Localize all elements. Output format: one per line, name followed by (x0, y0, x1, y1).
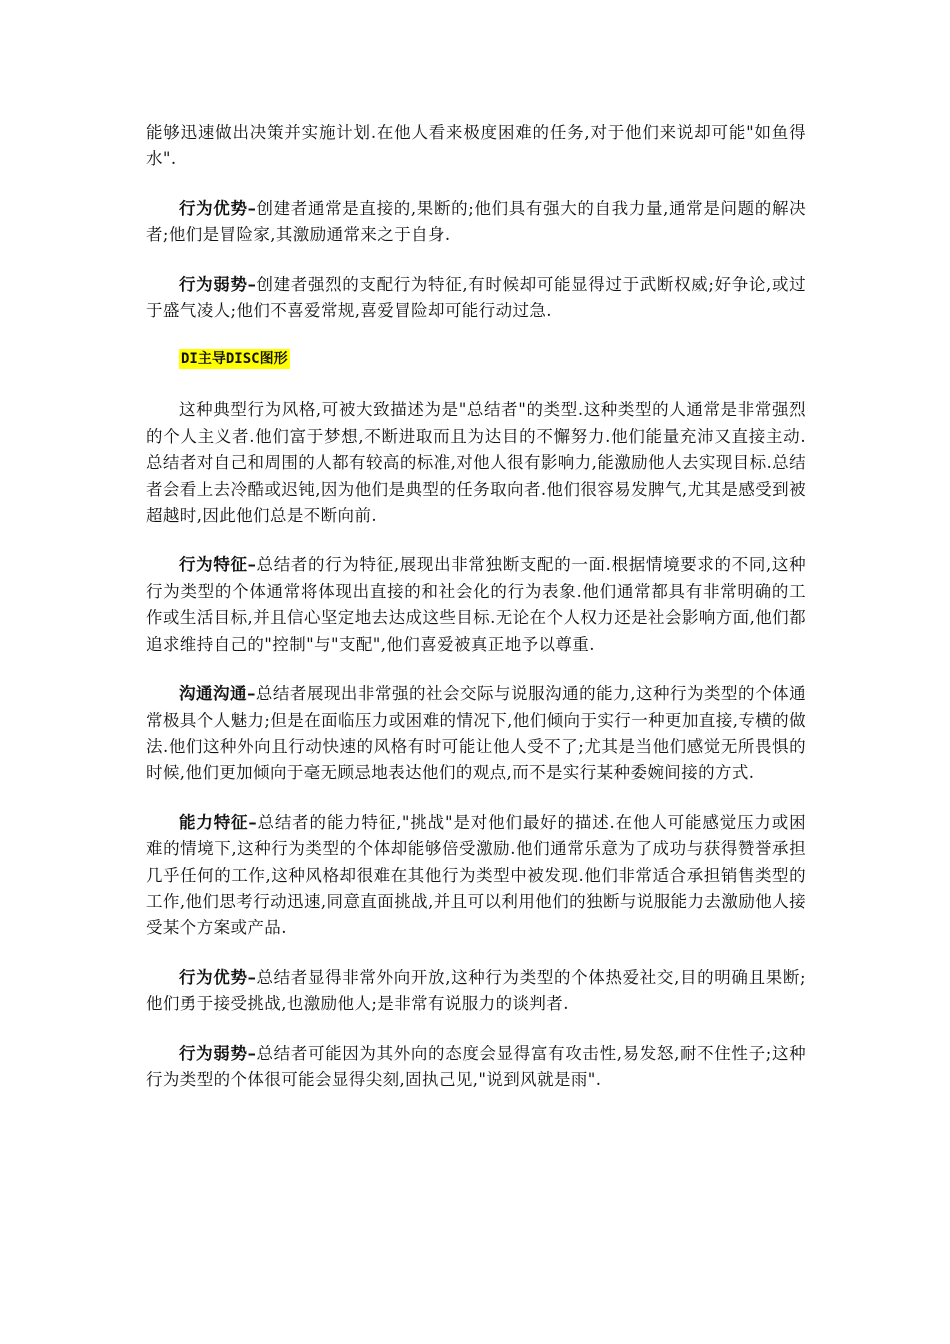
summarizer-strengths-text: 总结者显得非常外向开放,这种行为类型的个体热爱社交,目的明确且果断;他们勇于接受挑战,也激励他人;是非常有说服力的谈判者. (146, 967, 806, 1014)
creator-weaknesses-term: 行为弱势– (179, 274, 257, 294)
summarizer-communication-term: 沟通沟通– (179, 684, 256, 704)
summarizer-communication-text: 总结者展现出非常强的社会交际与说服沟通的能力,这种行为类型的个体通常极具个人魅力;但是在面临压力或困难的情况下,他们倾向于实行一种更加直接,专横的做法.他们这种外向且行动快速的风格有时可能让他人受不了;尤其是当他们感觉无所畏惧的时候,他们更加倾向于毫无顾忌地表达他们的观点,而不是实行某种委婉间接的方式. (146, 684, 806, 783)
summarizer-weaknesses-term: 行为弱势– (179, 1043, 257, 1063)
creator-strengths-paragraph (146, 196, 806, 249)
summarizer-weaknesses-text: 总结者可能因为其外向的态度会显得富有攻击性,易发怒,耐不住性子;这种行为类型的个体很可能会显得尖刻,固执己见,"说到风就是雨". (146, 1043, 806, 1089)
intro-paragraph (146, 120, 806, 173)
summarizer-abilities-term: 能力特征– (179, 812, 258, 832)
section-heading: DI主导DISC图形 (181, 351, 288, 368)
summarizer-traits-term: 行为特征– (179, 555, 257, 575)
creator-strengths-text: 创建者通常是直接的,果断的;他们具有强大的自我力量,通常是问题的解决者;他们是冒险家,其激励通常来之于自身. (146, 198, 806, 245)
section-heading-row (146, 348, 806, 374)
summarizer-communication-paragraph (146, 681, 806, 787)
summarizer-strengths-term: 行为优势– (179, 967, 257, 987)
summarizer-overview-text: 这种典型行为风格,可被大致描述为是"总结者"的类型.这种类型的人通常是非常强烈的个人主义者.他们富于梦想,不断进取而且为达目的不懈努力.他们能量充沛又直接主动.总结者对自己和周围的人都有较高的标准,对他人很有影响力,能激励他人去实现目标.总结者会看上去冷酷或迟钝,因为他们是典型的任务取向者.他们很容易发脾气,尤其是感受到被超越时,因此他们总是不断向前. (146, 400, 806, 526)
document-page (146, 120, 806, 1093)
creator-weaknesses-paragraph (146, 272, 806, 325)
summarizer-weaknesses-paragraph (146, 1041, 806, 1094)
summarizer-abilities-text: 总结者的能力特征,"挑战"是对他们最好的描述.在他人可能感觉压力或困难的情境下,这种行为类型的个体却能够倍受激励.他们通常乐意为了成功与获得赞誉承担几乎任何的工作,这种风格却很难在其他行为类型中被发现.他们非常适合承担销售类型的工作,他们思考行动迅速,同意直面挑战,并且可以利用他们的独断与说服能力去激励他人接受某个方案或产品. (146, 812, 806, 938)
summarizer-strengths-paragraph (146, 965, 806, 1018)
summarizer-traits-paragraph (146, 552, 806, 658)
summarizer-traits-text: 总结者的行为特征,展现出非常独断支配的一面.根据情境要求的不同,这种行为类型的个体通常将体现出直接的和社会化的行为表象.他们通常都具有非常明确的工作或生活目标,并且信心坚定地去达成这些目标.无论在个人权力还是社会影响方面,他们都追求维持自己的"控制"与"支配",他们喜爱被真正地予以尊重. (146, 555, 806, 654)
creator-strengths-term: 行为优势– (179, 198, 257, 218)
creator-weaknesses-text: 创建者强烈的支配行为特征,有时候却可能显得过于武断权威;好争论,或过于盛气凌人;他们不喜爱常规,喜爱冒险却可能行动过急. (146, 274, 806, 321)
summarizer-abilities-paragraph (146, 810, 806, 942)
intro-text: 能够迅速做出决策并实施计划.在他人看来极度困难的任务,对于他们来说却可能"如鱼得水". (146, 123, 806, 169)
summarizer-overview-paragraph (146, 397, 806, 529)
